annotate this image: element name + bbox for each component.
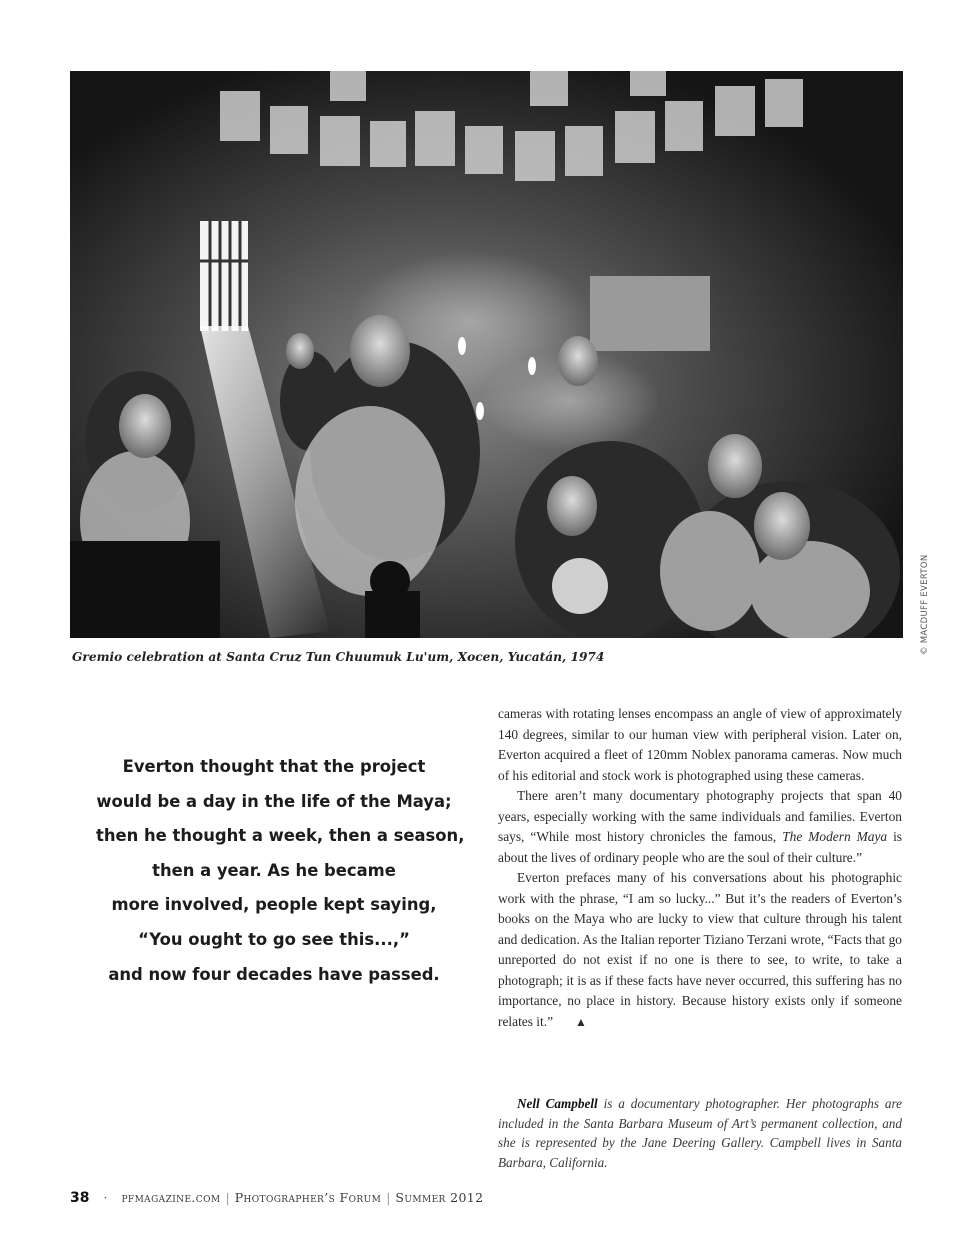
article-text: is about the lives of ordinary people who are the soul of their culture.” xyxy=(498,829,903,865)
author-bio xyxy=(498,1094,902,1172)
pull-quote-line: Everton thought that the project xyxy=(122,757,426,776)
pull-quote-line: more involved, people kept saying, xyxy=(111,895,437,915)
footer-separator: | xyxy=(386,1190,391,1205)
author-bio-text: is a documentary photographer. Her photographs are included in the Santa Barbara Museum of Art’s permanent collection, and she is represented by the Jane Deering Gallery. Campbell lives in Santa Barbara, California. xyxy=(498,1096,902,1170)
photo-caption: Gremio celebration at Santa Cruz Tun Chuumuk Lu'um, Xocen, Yucatán, 1974 xyxy=(72,650,605,664)
pull-quote-line: and now four decades have passed. xyxy=(108,964,440,984)
article-column xyxy=(498,704,902,1032)
article-text: There aren’t many documentary photography projects that span 40 years, especially working with the same individuals and families. Everton says, “While most history chronicles the famous, xyxy=(498,788,902,844)
article-text: Everton prefaces many of his conversations about his photographic work with the phrase, “I am so lucky...” But it’s the readers of Everton’s books on the Maya who are lucky to view that culture through his talent and dedication. As the Italian reporter Tiziano Terzani wrote, “Facts that go unreported do not exist if no one is there to see, to write, to take a photograph; it is as if these facts have never occurred, this suffering has no importance, no place in history. Because history exists only if someone relates it.” xyxy=(498,870,902,1029)
pull-quote-line: then he thought a week, then a season, xyxy=(96,826,465,846)
author-name: Nell Campbell xyxy=(517,1096,598,1111)
article-paragraph: cameras with rotating lenses encompass an angle of view of approximately 140 degrees, similar to our human view with peripheral vision. Later on, Everton acquired a fleet of 120mm Noblex panorama cameras. Now much of his editorial and stock work is photographed using these cameras. xyxy=(498,706,902,783)
footer-site: pfmagazine.com xyxy=(121,1190,221,1205)
article-paragraph xyxy=(498,868,902,1032)
photo-credit: © MACDUFF EVERTON xyxy=(920,554,930,655)
footer-dot: · xyxy=(103,1190,108,1205)
pull-quote-line: would be a day in the life of the Maya; xyxy=(96,791,452,811)
page-footer xyxy=(70,1190,484,1206)
pull-quote xyxy=(96,750,465,992)
footer-magazine: Photographer’s Forum xyxy=(234,1190,382,1205)
gremio-celebration-photo xyxy=(70,71,903,638)
pull-quote-line: then a year. As he became xyxy=(152,860,396,880)
footer-issue: Summer 2012 xyxy=(395,1190,484,1205)
footer-separator: | xyxy=(225,1190,230,1205)
article-paragraph xyxy=(498,786,902,868)
end-mark-icon: ▲ xyxy=(575,1014,587,1029)
page-number: 38 xyxy=(70,1190,90,1206)
pull-quote-line: “You ought to go see this...,” xyxy=(138,929,410,949)
book-title: The Modern Maya xyxy=(782,829,888,844)
